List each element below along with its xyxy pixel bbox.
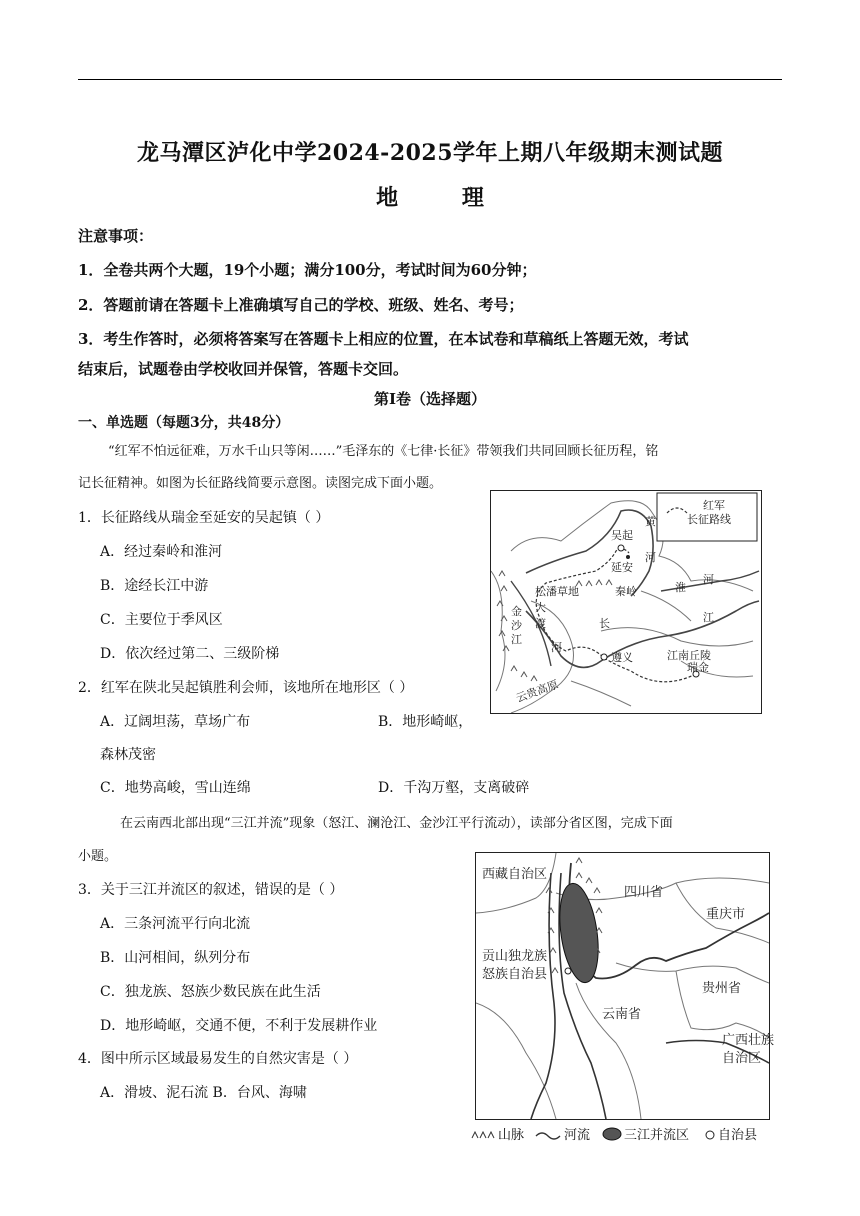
label-guangxi-1: 广西壮族 <box>722 1033 775 1048</box>
q2-option-b-cont: 森林茂密 <box>100 747 156 763</box>
legend-mountain: 山脉 <box>498 1128 525 1143</box>
q3-option-a: A．三条河流平行向北流 <box>100 916 251 932</box>
notice-item-1: 1．全卷共两个大题，19个小题；满分100分，考试时间为60分钟； <box>78 261 537 279</box>
label-yunnan: 云南省 <box>602 1007 642 1022</box>
label-gongshan-1: 贡山独龙族 <box>482 949 548 964</box>
label-jiang: 江 <box>703 611 714 624</box>
map2-legend <box>470 1124 770 1144</box>
part-heading: 第Ⅰ卷（选择题） <box>373 390 487 408</box>
nu-river <box>531 873 555 1119</box>
label-gongshan-2: 怒族自治县 <box>482 967 548 982</box>
q1-option-a: A．经过秦岭和淮河 <box>100 544 223 560</box>
notice-item-2: 2．答题前请在答题卡上准确填写自己的学校、班级、姓名、考号； <box>78 296 524 314</box>
q3-option-d: D．地形崎岖，交通不便，不利于发展耕作业 <box>100 1018 378 1034</box>
passage2-line2: 小题。 <box>78 849 118 864</box>
label-da: 大 <box>535 601 546 614</box>
q1-option-c: C．主要位于季风区 <box>100 612 223 628</box>
label-sha: 沙 <box>511 619 522 632</box>
legend-route: 长征路线 <box>687 513 731 526</box>
q1-stem: 1．长征路线从瑞金至延安的吴起镇（ ） <box>78 510 330 526</box>
label-jin: 金 <box>511 605 522 618</box>
legend-county: 自治县 <box>718 1128 758 1143</box>
passage1-line1: “红军不怕远征难，万水千山只等闲……”毛泽东的《七律·长征》带领我们共同回顾长征历程，铭 <box>108 444 659 459</box>
q2-stem: 2．红军在陕北吴起镇胜利会师，该地所在地形区（ ） <box>78 680 414 696</box>
label-songpan: 松潘草地 <box>535 585 579 598</box>
long-march-map <box>490 490 762 714</box>
exam-title: 龙马潭区泸化中学2024-2025学年上期八年级期末测试题 <box>136 140 724 166</box>
label-guangxi-2: 自治区 <box>722 1051 762 1066</box>
label-guizhou: 贵州省 <box>702 981 742 996</box>
legend-river: 河流 <box>564 1128 591 1143</box>
label-huang: 黄 <box>645 515 656 528</box>
label-chang: 长 <box>599 617 610 630</box>
q2-option-a: A．辽阔坦荡，草场广布 <box>100 714 251 730</box>
yangtze-river <box>526 601 759 667</box>
q3-stem: 3．关于三江并流区的叙述，错误的是（ ） <box>78 882 344 898</box>
q1-option-d: D．依次经过第二、三级阶梯 <box>100 646 280 662</box>
q3-option-b: B．山河相间，纵列分布 <box>100 950 251 966</box>
label-wuqi: 吴起 <box>611 529 633 542</box>
label-ruijin: 瑞金 <box>687 661 709 674</box>
top-rule <box>78 79 782 80</box>
notice-item-3: 3．考生作答时，必须将答案写在答题卡上相应的位置，在本试卷和草稿纸上答题无效，考试 <box>78 330 689 348</box>
label-qinling: 秦岭 <box>615 585 637 598</box>
label-jiangnan: 江南丘陵 <box>667 649 711 662</box>
q3-option-c: C．独龙族、怒族少数民族在此生活 <box>100 984 321 1000</box>
label-he2: 河 <box>703 573 714 586</box>
label-he3: 河 <box>551 641 562 654</box>
q4-options: A．滑坡、泥石流 B．台风、海啸 <box>100 1085 307 1101</box>
q2-option-c: C．地势高峻，雪山连绵 <box>100 780 251 796</box>
notice-item-3-cont: 结束后，试题卷由学校收回并保管，答题卡交回。 <box>78 360 409 378</box>
label-jiang0: 江 <box>511 633 522 646</box>
subject-title: 地 理 <box>376 185 512 211</box>
section-heading: 一、单选题（每题3分，共48分） <box>78 415 290 431</box>
q2-option-b: B．地形崎岖， <box>378 714 473 730</box>
label-he: 河 <box>645 551 656 564</box>
passage1-line2: 记长征精神。如图为长征路线简要示意图。读图完成下面小题。 <box>78 476 443 491</box>
q1-option-b: B．途经长江中游 <box>100 578 209 594</box>
label-chongqing: 重庆市 <box>706 907 746 922</box>
notice-heading: 注意事项： <box>78 227 154 245</box>
label-du: 渡 <box>535 617 546 630</box>
label-sichuan: 四川省 <box>624 885 664 900</box>
label-zunyi: 遵义 <box>611 651 633 664</box>
q2-option-d: D．千沟万壑，支离破碎 <box>378 780 530 796</box>
label-xizang: 西藏自治区 <box>482 867 548 882</box>
label-huai: 淮 <box>675 581 686 594</box>
passage2-line1: 在云南西北部出现“三江并流”现象（怒江、澜沧江、金沙江平行流动），读部分省区图，完成下面 <box>120 816 673 831</box>
label-yungui: 云贵高原 <box>514 677 561 706</box>
three-rivers-map <box>475 852 775 1120</box>
legend-zone: 三江并流区 <box>624 1128 690 1143</box>
legend-redarmy: 红军 <box>703 499 725 512</box>
q4-stem: 4．图中所示区域最易发生的自然灾害是（ ） <box>78 1051 358 1067</box>
label-yanan: 延安 <box>611 561 633 574</box>
